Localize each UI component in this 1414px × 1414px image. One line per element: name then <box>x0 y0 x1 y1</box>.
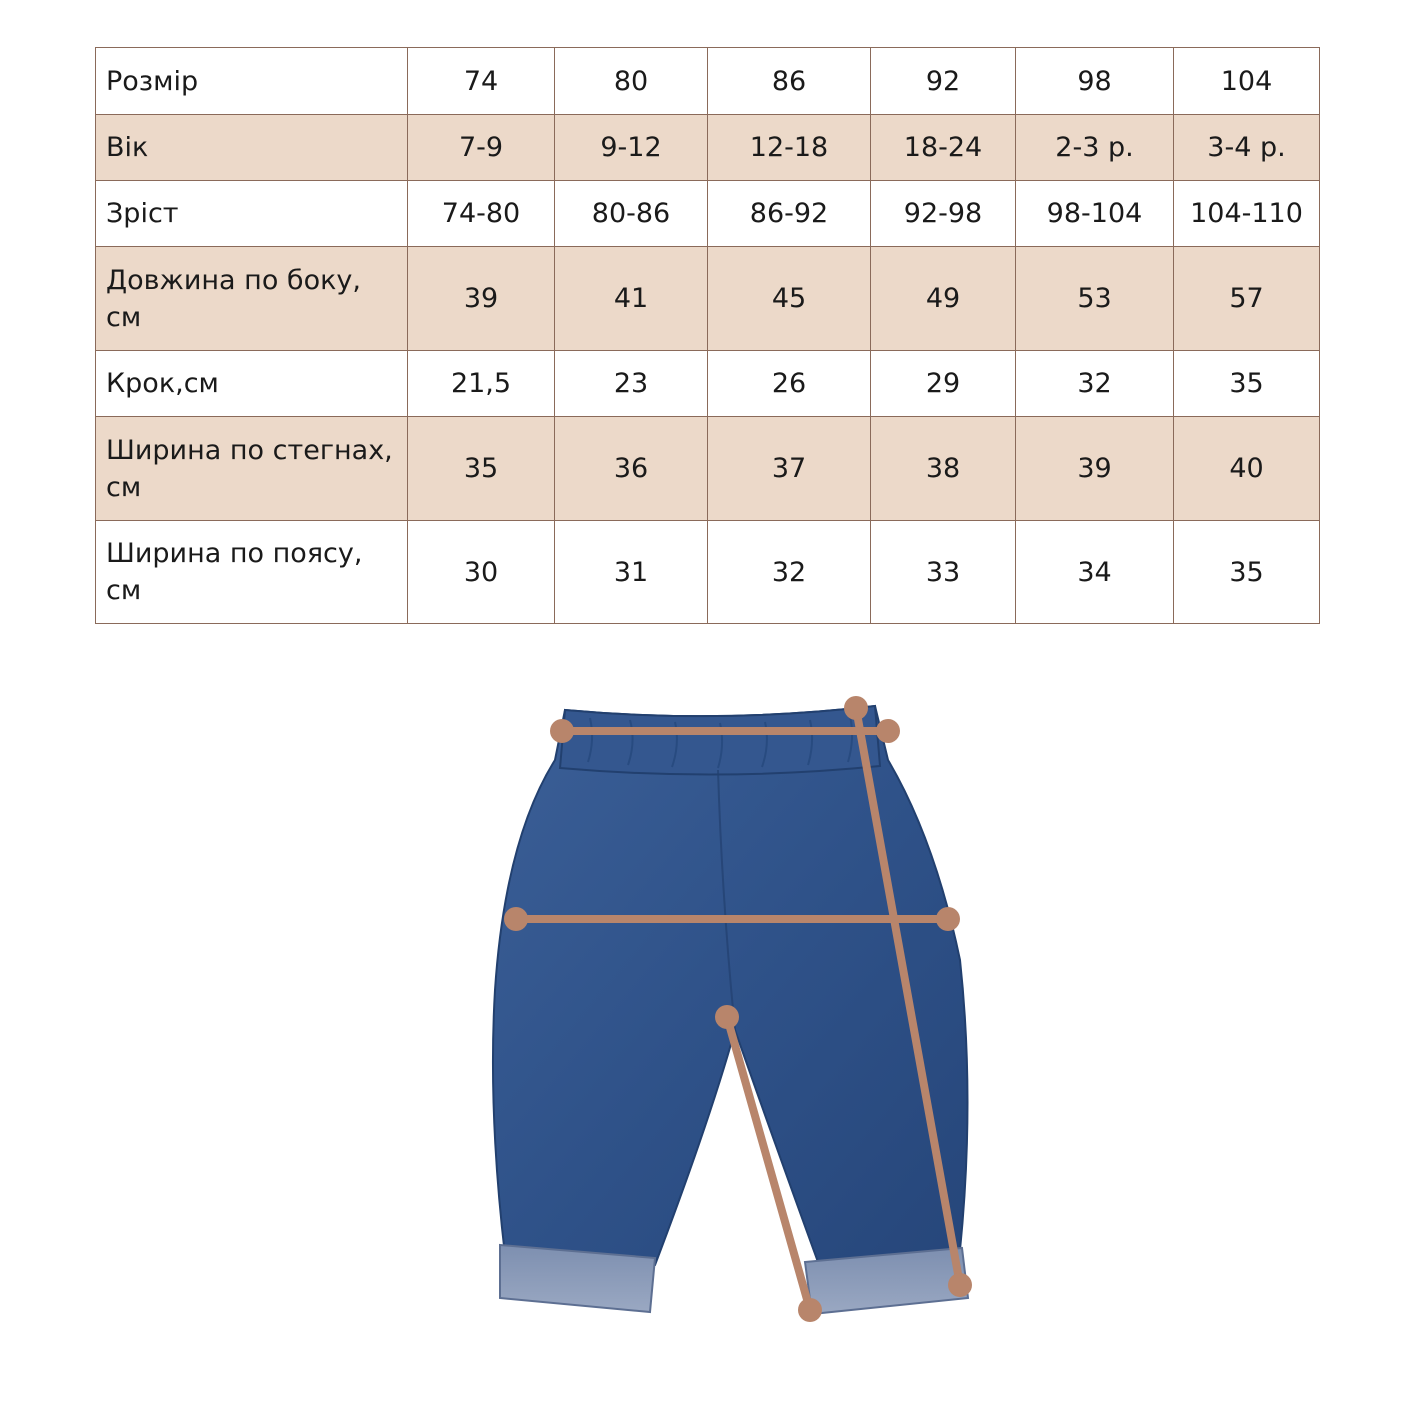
table-cell: 45 <box>708 247 871 351</box>
table-cell: 39 <box>408 247 555 351</box>
table-cell: 32 <box>708 521 871 624</box>
table-cell: 37 <box>708 417 871 521</box>
table-cell: 26 <box>708 351 871 417</box>
table-cell: 35 <box>408 417 555 521</box>
marker-dot <box>715 1005 739 1029</box>
marker-dot <box>550 719 574 743</box>
table-cell: 49 <box>871 247 1016 351</box>
table-cell: 104 <box>1174 48 1320 115</box>
table-cell: 41 <box>555 247 708 351</box>
marker-dot <box>948 1273 972 1297</box>
row-label: Вік <box>96 115 408 181</box>
table-cell: 36 <box>555 417 708 521</box>
row-label: Крок,см <box>96 351 408 417</box>
table-cell: 35 <box>1174 521 1320 624</box>
table-cell: 38 <box>871 417 1016 521</box>
table-cell: 23 <box>555 351 708 417</box>
table-cell: 86-92 <box>708 181 871 247</box>
table-cell: 92-98 <box>871 181 1016 247</box>
table-row <box>96 247 1320 351</box>
table-row <box>96 115 1320 181</box>
row-label: Довжина по боку, см <box>96 247 408 351</box>
table-cell: 98-104 <box>1016 181 1174 247</box>
table-cell: 12-18 <box>708 115 871 181</box>
table-cell: 74 <box>408 48 555 115</box>
size-chart-table <box>95 47 1320 624</box>
pants-measurement-illustration <box>0 640 1414 1360</box>
table-cell: 39 <box>1016 417 1174 521</box>
table-row <box>96 351 1320 417</box>
row-label: Ширина по стегнах, см <box>96 417 408 521</box>
table-cell: 35 <box>1174 351 1320 417</box>
table-cell: 30 <box>408 521 555 624</box>
table-cell: 86 <box>708 48 871 115</box>
table-cell: 92 <box>871 48 1016 115</box>
table-cell: 53 <box>1016 247 1174 351</box>
row-label: Розмір <box>96 48 408 115</box>
row-label: Ширина по поясу, см <box>96 521 408 624</box>
table-cell: 40 <box>1174 417 1320 521</box>
table-cell: 18-24 <box>871 115 1016 181</box>
marker-dot <box>936 907 960 931</box>
row-label: Зріст <box>96 181 408 247</box>
table-row <box>96 521 1320 624</box>
table-cell: 2-3 р. <box>1016 115 1174 181</box>
table-row <box>96 417 1320 521</box>
table-cell: 21,5 <box>408 351 555 417</box>
table-cell: 31 <box>555 521 708 624</box>
table-cell: 74-80 <box>408 181 555 247</box>
table-row <box>96 48 1320 115</box>
marker-dot <box>844 696 868 720</box>
table-cell: 3-4 р. <box>1174 115 1320 181</box>
table-cell: 32 <box>1016 351 1174 417</box>
table-cell: 80-86 <box>555 181 708 247</box>
table-cell: 33 <box>871 521 1016 624</box>
marker-dot <box>798 1298 822 1322</box>
table-cell: 9-12 <box>555 115 708 181</box>
table-cell: 98 <box>1016 48 1174 115</box>
table-cell: 7-9 <box>408 115 555 181</box>
table-cell: 34 <box>1016 521 1174 624</box>
marker-dot <box>876 719 900 743</box>
table-cell: 29 <box>871 351 1016 417</box>
table-cell: 104-110 <box>1174 181 1320 247</box>
table-cell: 80 <box>555 48 708 115</box>
table-cell: 57 <box>1174 247 1320 351</box>
marker-dot <box>504 907 528 931</box>
table-row <box>96 181 1320 247</box>
